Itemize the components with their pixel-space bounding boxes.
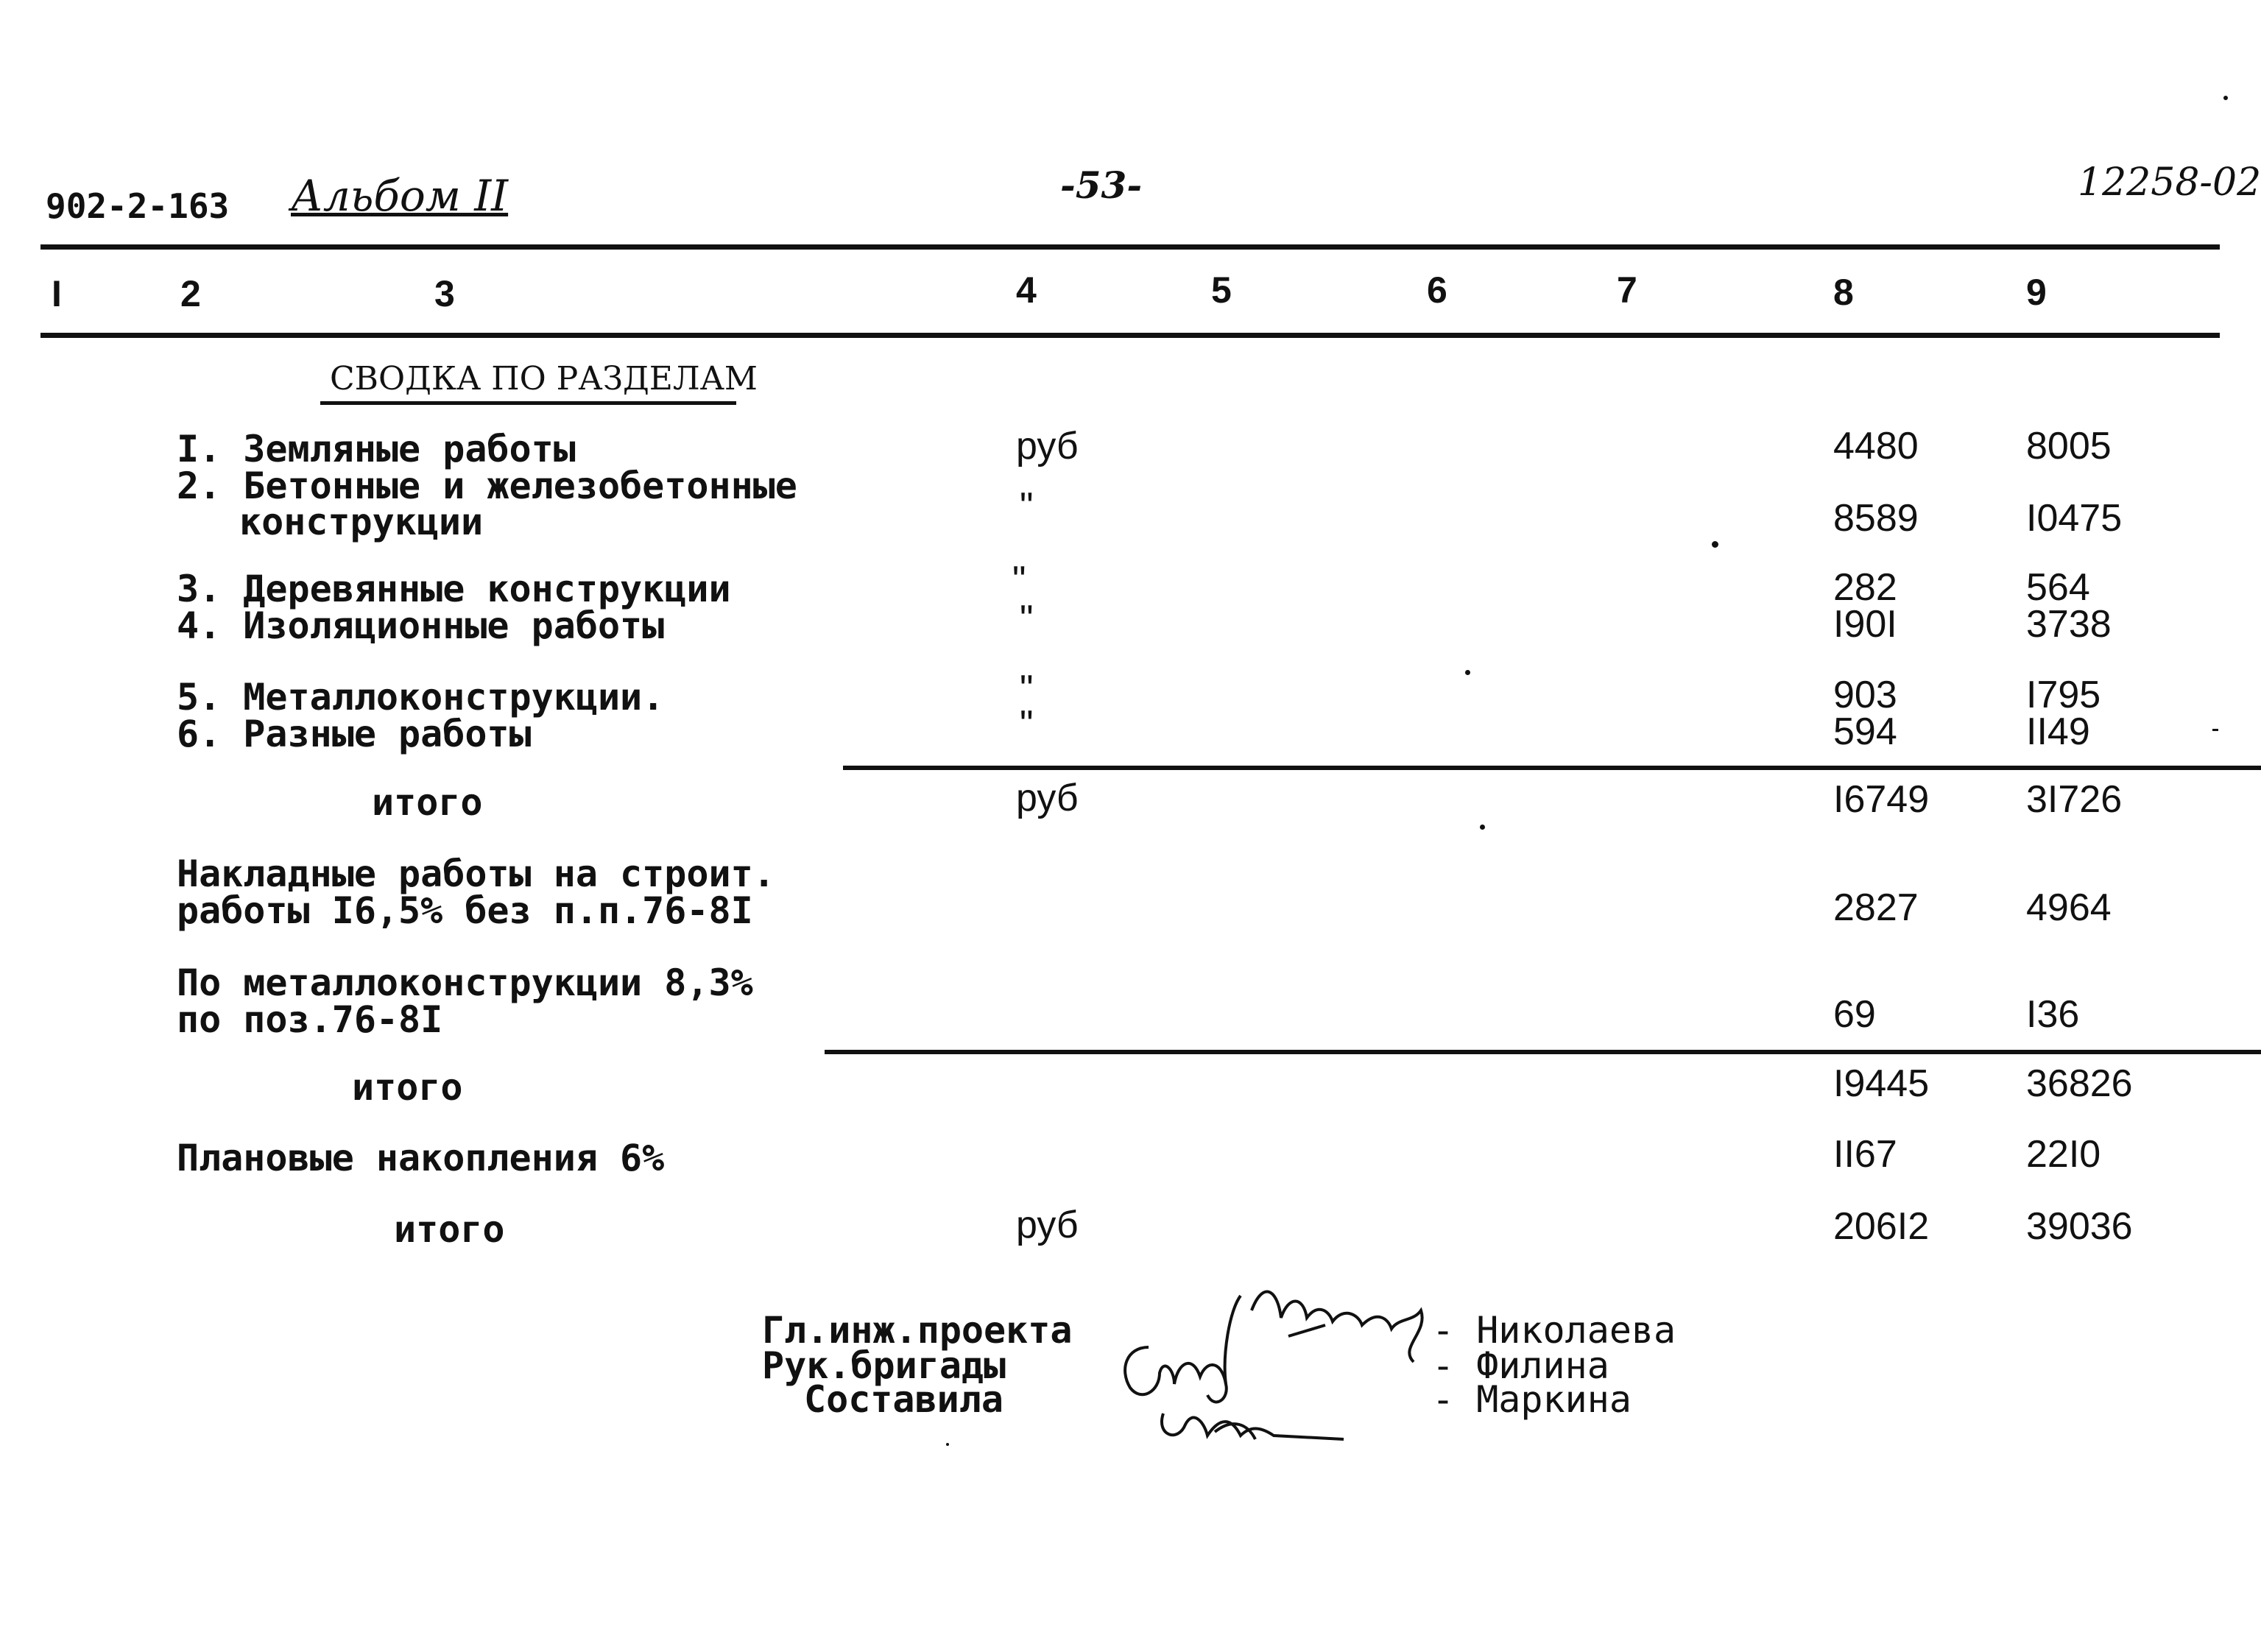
total3-c8: 206I2 xyxy=(1833,1205,1930,1248)
metal-overhead-c9: I36 xyxy=(2026,993,2080,1036)
row-metal-c8: 903 xyxy=(1833,674,1897,716)
row-metal-c9: I795 xyxy=(2026,674,2101,716)
row-concrete-c9: I0475 xyxy=(2026,497,2123,540)
col-header-7: 7 xyxy=(1617,269,1637,311)
col-header-5: 5 xyxy=(1211,269,1232,311)
row-misc-c8: 594 xyxy=(1833,710,1897,753)
row-misc-label: 6. Разные работы xyxy=(177,713,532,755)
total1-c9: 3I726 xyxy=(2026,778,2123,821)
row-insulation-label: 4. Изоляционные работы xyxy=(177,604,665,647)
row-concrete-unit: " xyxy=(1020,485,1034,528)
col-header-3: 3 xyxy=(434,273,455,314)
row-misc-c9: II49 xyxy=(2026,710,2090,753)
overhead-c8: 2827 xyxy=(1833,886,1919,929)
col-header-6: 6 xyxy=(1427,269,1447,311)
total2-label: итого xyxy=(352,1066,463,1109)
scan-speck xyxy=(1480,825,1485,830)
row-wood-unit: " xyxy=(1012,559,1026,601)
col-header-2: 2 xyxy=(180,273,201,314)
subtotal-rule-2 xyxy=(825,1050,2261,1054)
metal-overhead-line2: по поз.76-8I xyxy=(177,998,443,1041)
total3-label: итого xyxy=(394,1208,505,1251)
handwritten-signatures xyxy=(1104,1266,1443,1458)
planned-savings-label: Плановые накопления 6% xyxy=(177,1137,665,1179)
overhead-line2: работы I6,5% без п.п.76-8I xyxy=(177,889,753,932)
row-insulation-c8: I90I xyxy=(1833,603,1897,646)
col-header-1: I xyxy=(52,273,62,314)
row-wood-label: 3. Деревянные конструкции xyxy=(177,568,731,610)
page-number: -53- xyxy=(1060,163,1143,207)
album-label: Альбом II xyxy=(291,171,509,221)
row-earthworks-label: I. Земляные работы xyxy=(177,428,576,470)
total1-unit: руб xyxy=(1016,777,1079,819)
scan-speck xyxy=(1712,541,1718,548)
subtotal-rule-1 xyxy=(843,766,2261,770)
top-rule xyxy=(40,244,2220,250)
total1-label: итого xyxy=(372,781,483,824)
row-metal-unit: " xyxy=(1020,668,1034,710)
scan-speck xyxy=(2212,729,2218,731)
row-metal-label: 5. Металлоконструкции. xyxy=(177,676,665,719)
col-header-4: 4 xyxy=(1016,269,1037,311)
total2-c8: I9445 xyxy=(1833,1062,1930,1105)
row-earthworks-unit: руб xyxy=(1016,425,1079,467)
signature-name-compiler: - Маркина xyxy=(1432,1378,1632,1421)
total3-c9: 39036 xyxy=(2026,1205,2133,1248)
row-insulation-c9: 3738 xyxy=(2026,603,2112,646)
signature-role-compiler: Составила xyxy=(804,1378,1003,1421)
header-bottom-rule xyxy=(40,333,2220,338)
sheet-code: 12258-02 xyxy=(2078,160,2261,205)
col-header-9: 9 xyxy=(2026,272,2047,313)
total1-c8: I6749 xyxy=(1833,778,1930,821)
overhead-line1: Накладные работы на строит. xyxy=(177,853,775,895)
total2-c9: 36826 xyxy=(2026,1062,2133,1105)
row-misc-unit: " xyxy=(1020,703,1034,746)
row-concrete-label-cont: конструкции xyxy=(239,501,484,543)
row-wood-c9: 564 xyxy=(2026,566,2090,609)
scan-speck xyxy=(2223,96,2228,100)
signature-role-chief-engineer: Гл.инж.проекта xyxy=(762,1309,1073,1352)
metal-overhead-line1: По металлоконструкции 8,3% xyxy=(177,961,753,1004)
total3-unit: руб xyxy=(1016,1204,1079,1246)
row-insulation-unit: " xyxy=(1020,598,1034,640)
planned-savings-c8: II67 xyxy=(1833,1133,1897,1176)
section-title: СВОДКА ПО РАЗДЕЛАМ xyxy=(330,360,758,398)
metal-overhead-c8: 69 xyxy=(1833,993,1876,1036)
doc-code: 902-2-163 xyxy=(46,186,230,226)
planned-savings-c9: 22I0 xyxy=(2026,1133,2101,1176)
signature-name-team-lead: - Филина xyxy=(1432,1344,1609,1387)
section-title-underline xyxy=(320,401,736,405)
row-concrete-c8: 8589 xyxy=(1833,497,1919,540)
row-earthworks-c9: 8005 xyxy=(2026,425,2112,467)
signature-name-chief-engineer: - Николаева xyxy=(1432,1309,1676,1352)
col-header-8: 8 xyxy=(1833,272,1854,313)
scan-speck xyxy=(946,1443,949,1446)
row-wood-c8: 282 xyxy=(1833,566,1897,609)
overhead-c9: 4964 xyxy=(2026,886,2112,929)
scan-speck xyxy=(1465,670,1470,675)
row-concrete-label: 2. Бетонные и железобетонные xyxy=(177,465,797,507)
signature-role-team-lead: Рук.бригады xyxy=(762,1344,1006,1387)
row-earthworks-c8: 4480 xyxy=(1833,425,1919,467)
